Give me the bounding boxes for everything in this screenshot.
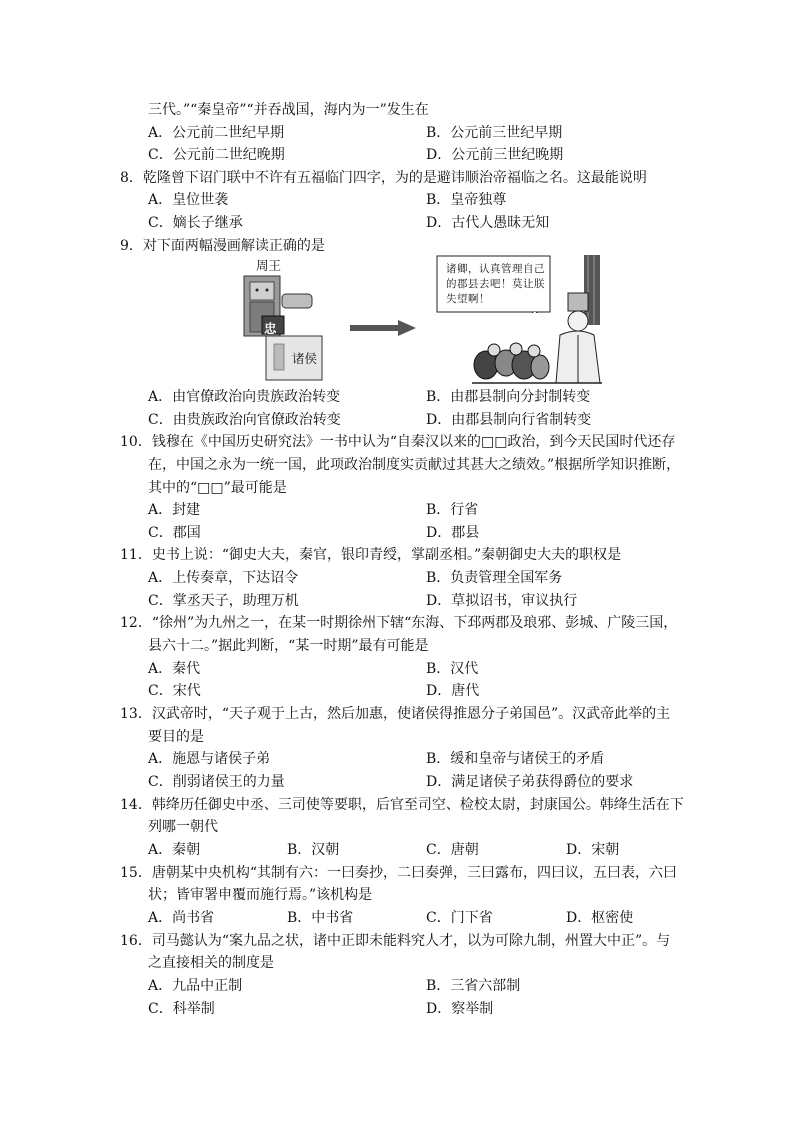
q12-option-a: A．秦代 xyxy=(148,661,201,677)
q16-option-b: B．三省六部制 xyxy=(426,978,521,994)
right-arrow-icon xyxy=(350,320,416,336)
q12-option-d: D．唐代 xyxy=(426,683,480,699)
q13-option-d: D．满足诸侯子弟获得爵位的要求 xyxy=(426,774,634,790)
q10-option-b: B．行省 xyxy=(426,502,479,518)
q8-option-a: A．皇位世袭 xyxy=(148,192,229,208)
q8-stem: 8．乾隆曾下诏门联中不许有五福临门四字，为的是避讳顺治帝福临之名。这最能说明 xyxy=(120,170,647,186)
zhou-king-cartoon xyxy=(236,272,328,384)
q8-option-b: B．皇帝独尊 xyxy=(426,192,507,208)
q7-option-c: C．公元前二世纪晚期 xyxy=(148,147,285,163)
q7-continuation: 三代。”“秦皇帝”“并吞战国，海内为一”发生在 xyxy=(148,102,429,118)
q16-option-c: C．科举制 xyxy=(148,1001,215,1017)
q10-option-c: C．郡国 xyxy=(148,525,201,541)
speech-text: 诸卿，认真管理自己的郡县去吧！莫让朕失望啊！ xyxy=(446,263,545,305)
q10-stem-1: 10．钱穆在《中国历史研究法》一书中认为“自秦汉以来的□□政治，到今天民国时代还存 xyxy=(120,434,676,450)
q9-option-b: B．由郡县制向分封制转变 xyxy=(426,389,591,405)
q14-option-c: C．唐朝 xyxy=(426,842,479,858)
q11-option-b: B．负责管理全国军务 xyxy=(426,570,563,586)
emperor-cartoon xyxy=(472,255,602,385)
q13-stem-1: 13．汉武帝时，“天子观于上古，然后加惠，使诸侯得推恩分子弟国邑”。汉武帝此举的主 xyxy=(120,706,671,722)
q9-option-a: A．由官僚政治向贵族政治转变 xyxy=(148,389,341,405)
q14-option-d: D．宋朝 xyxy=(566,842,620,858)
q11-option-c: C．掌丞天子，助理万机 xyxy=(148,593,299,609)
q13-stem-2: 要目的是 xyxy=(148,729,204,745)
q12-option-c: C．宋代 xyxy=(148,683,201,699)
q8-option-d: D．古代人愚昧无知 xyxy=(426,215,550,231)
q13-option-a: A．施恩与诸侯子弟 xyxy=(148,751,271,767)
q9-option-d: D．由郡县制向行省制转变 xyxy=(426,412,592,428)
q8-option-c: C．嫡长子继承 xyxy=(148,215,243,231)
q10-stem-3: 其中的“□□”最可能是 xyxy=(148,480,287,496)
q12-stem-2: 县六十二。”据此判断，“某一时期”最有可能是 xyxy=(148,638,429,654)
q10-option-d: D．郡县 xyxy=(426,525,480,541)
q16-option-a: A．九品中正制 xyxy=(148,978,243,994)
q9-stem: 9．对下面两幅漫画解读正确的是 xyxy=(120,238,325,254)
loyal-character: 忠 xyxy=(264,321,277,336)
q7-option-b: B．公元前三世纪早期 xyxy=(426,125,563,141)
q10-stem-2: 在，中国之永为一统一国，此项政治制度实贡献过其甚大之绩效。”根据所学知识推断， xyxy=(148,457,681,473)
q13-option-c: C．削弱诸侯王的力量 xyxy=(148,774,285,790)
q16-option-d: D．察举制 xyxy=(426,1001,494,1017)
q9-option-c: C．由贵族政治向官僚政治转变 xyxy=(148,412,341,428)
q16-stem-2: 之直接相关的制度是 xyxy=(148,955,274,971)
q15-option-d: D．枢密使 xyxy=(566,910,634,926)
q12-stem-1: 12．“徐州”为九州之一，在某一时期徐州下辖“东海、下邳两郡及琅邪、彭城、广陵三国， xyxy=(120,615,678,631)
q14-stem-2: 列哪一朝代 xyxy=(148,819,218,835)
q10-option-a: A．封建 xyxy=(148,502,201,518)
q11-option-a: A．上传奏章，下达诏令 xyxy=(148,570,299,586)
q14-option-a: A．秦朝 xyxy=(148,842,201,858)
king-caption: 周王 xyxy=(256,258,282,273)
q15-option-b: B．中书省 xyxy=(287,910,354,926)
q11-option-d: D．草拟诏书，审议执行 xyxy=(426,593,578,609)
q12-option-b: B．汉代 xyxy=(426,661,479,677)
q7-option-a: A．公元前二世纪早期 xyxy=(148,125,285,141)
q16-stem-1: 16．司马懿认为“案九品之状，诸中正即未能料究人才，以为可除九制，州置大中正”。与 xyxy=(120,933,671,949)
q13-option-b: B．缓和皇帝与诸侯王的矛盾 xyxy=(426,751,605,767)
q15-stem-2: 状；皆审署申覆而施行焉。”该机构是 xyxy=(148,887,373,903)
q15-option-a: A．尚书省 xyxy=(148,910,215,926)
q15-option-c: C．门下省 xyxy=(426,910,493,926)
q15-stem-1: 15．唐朝某中央机构“其制有六：一曰奏抄，二曰奏弹，三曰露布，四曰议，五曰表，六曰 xyxy=(120,865,677,881)
q14-option-b: B．汉朝 xyxy=(287,842,340,858)
q11-stem: 11．史书上说：“御史大夫，秦官，银印青绶，掌副丞相。”秦朝御史大夫的职权是 xyxy=(120,547,622,563)
q14-stem-1: 14．韩绛历任御史中丞、三司使等要职，后官至司空、检校太尉，封康国公。韩绛生活在下 xyxy=(120,797,684,813)
lord-caption: 诸侯 xyxy=(292,351,318,366)
q7-option-d: D．公元前三世纪晚期 xyxy=(426,147,564,163)
